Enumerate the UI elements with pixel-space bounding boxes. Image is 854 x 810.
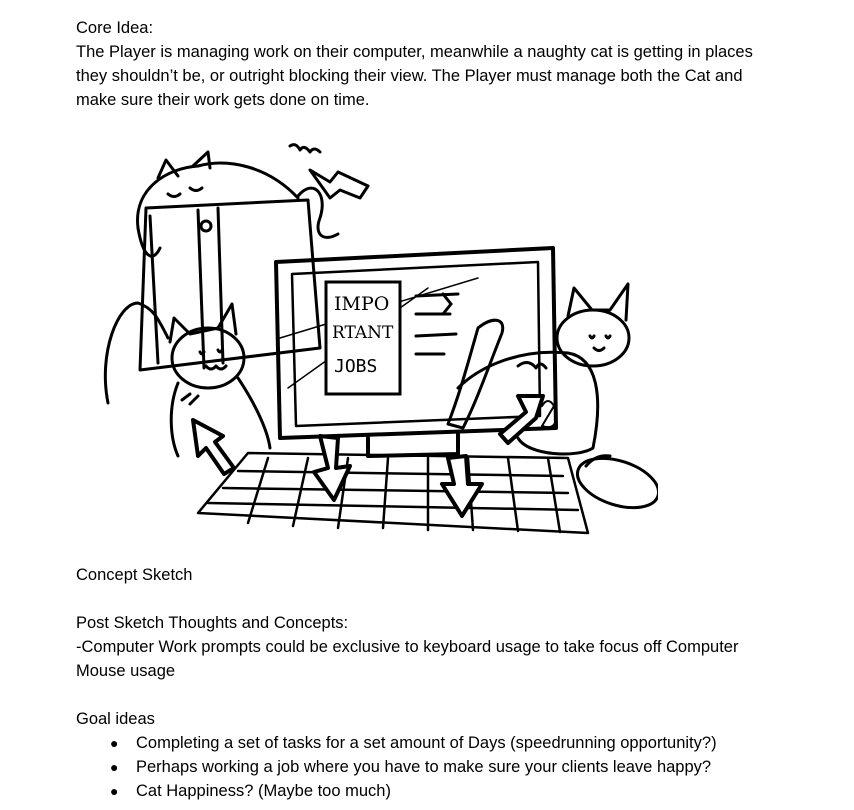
list-item — [76, 755, 717, 779]
goal-ideas-heading: Goal ideas — [76, 710, 155, 728]
goal-list — [76, 731, 717, 803]
note-line-3: JOBS — [334, 356, 378, 377]
note-line-1: IMPO — [334, 293, 390, 315]
keyboard — [198, 453, 588, 533]
post-sketch-paragraph — [76, 635, 738, 683]
core-idea-heading: Core Idea: — [76, 19, 154, 37]
core-idea-paragraph — [76, 40, 753, 112]
sketch-caption: Concept Sketch — [76, 566, 193, 584]
mouse — [571, 449, 658, 517]
goal-item-text: Cat Happiness? (Maybe too much) — [136, 782, 391, 800]
cat-left — [105, 303, 270, 456]
list-item — [76, 779, 717, 803]
bullet-icon: ● — [110, 735, 119, 751]
post-sketch-line: Mouse usage — [76, 662, 176, 680]
concept-sketch-image — [98, 138, 658, 558]
core-idea-line: they shouldn’t be, or outright blocking their view. The Player must manage both the Cat and — [76, 67, 743, 85]
core-idea-line: The Player is managing work on their computer, meanwhile a naughty cat is getting in places — [76, 43, 753, 61]
goal-item-text: Perhaps working a job where you have to make sure your clients leave happy? — [136, 758, 712, 776]
post-sketch-heading: Post Sketch Thoughts and Concepts: — [76, 614, 349, 632]
note-line-2: RTANT — [332, 323, 394, 343]
bullet-icon: ● — [110, 759, 119, 775]
cursor-arrow-top — [290, 145, 368, 198]
important-note — [326, 282, 458, 394]
list-item — [76, 731, 717, 755]
goal-item-text: Completing a set of tasks for a set amount of Days (speedrunning opportunity?) — [136, 734, 717, 752]
bullet-icon: ● — [110, 783, 119, 799]
post-sketch-line: -Computer Work prompts could be exclusive to keyboard usage to take focus off Computer — [76, 638, 739, 656]
core-idea-line: make sure their work gets done on time. — [76, 91, 370, 109]
